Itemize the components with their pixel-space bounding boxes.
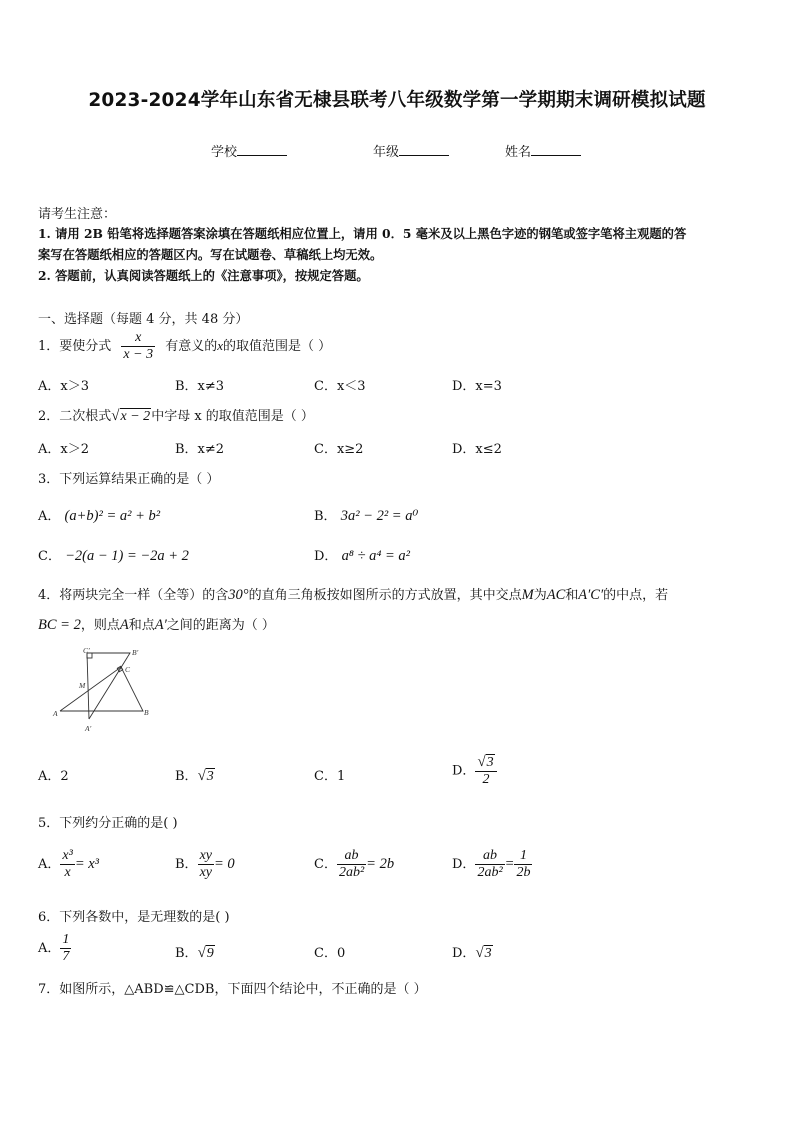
q1-fraction: $\frac{x}{x - 3}$ [123, 330, 154, 363]
name-field[interactable] [505, 141, 581, 160]
question-5: 5．下列约分正确的是( ) [38, 816, 178, 831]
q3-option-d[interactable]: D． a⁸ ÷ a⁴ = a² [314, 548, 410, 564]
q5-option-c[interactable]: C． $\frac{ab}{\text{2ab²}}$ = 2b [314, 848, 395, 881]
q6-option-a[interactable]: A． $\frac{1}{7}$ [38, 932, 70, 965]
q6-option-c[interactable]: C．0 [314, 946, 346, 961]
q1-option-c[interactable]: C．x＜3 [314, 379, 366, 394]
label-b: B [144, 708, 149, 717]
label-c1: C′ [83, 646, 90, 655]
notice-line-1b: 案写在答题纸相应的答题区内。写在试题卷、草稿纸上均无效。 [38, 247, 383, 262]
triangle-lower [60, 667, 143, 711]
section-heading: 一、选择题（每题 4 分，共 48 分） [38, 312, 249, 327]
q1-option-b[interactable]: B．x≠3 [175, 379, 225, 394]
q4-option-b[interactable]: B．√3 [175, 768, 214, 784]
school-field[interactable] [211, 141, 287, 160]
label-a2: A′ [85, 724, 92, 733]
q2-option-b[interactable]: B．x≠2 [175, 442, 225, 457]
notice-line-2: 2. 答题前，认真阅读答题纸上的《注意事项》，按规定答题。 [38, 268, 369, 283]
question-7: 7．如图所示，△ABD≌△CDB，下面四个结论中，不正确的是（ ） [38, 982, 427, 997]
q1-option-a[interactable]: A．x＞3 [38, 379, 89, 394]
name-blank[interactable] [531, 143, 581, 156]
triangle-upper [87, 653, 130, 719]
q6-option-d[interactable]: D．√3 [452, 945, 492, 961]
question-6: 6．下列各数中，是无理数的是( ) [38, 910, 230, 925]
question-1: 1．要使分式 $\frac{x}{x - 3}$ 有意义的x的取值范围是（ ） [38, 330, 332, 363]
q4-option-d[interactable]: D． $\frac{√3}{2}$ [452, 754, 497, 788]
label-b1: B′ [132, 648, 139, 657]
q5-option-a[interactable]: A． $\frac{\text{x³}}{x}$ = x³ [38, 848, 100, 881]
question-2: 2．二次根式√x − 2中字母 x 的取值范围是（ ） [38, 408, 314, 424]
q1-prefix: 1．要使分式 [38, 339, 112, 355]
q3-option-b[interactable]: B． 3a² − 2² = a⁰ [314, 508, 419, 524]
label-a: A [53, 709, 58, 718]
grade-blank[interactable] [399, 143, 449, 156]
notice-line-1a: 1. 请用 2B 铅笔将选择题答案涂填在答题纸相应位置上，请用 0．5 毫米及以上黑色字迹的钢笔或签字笔将主观题的答 [38, 226, 687, 241]
label-c: C [125, 665, 131, 674]
q2-sqrt: √x − 2 [111, 408, 151, 424]
q1-option-d[interactable]: D．x=3 [452, 379, 502, 394]
q2-option-a[interactable]: A．x＞2 [38, 442, 89, 457]
q2-option-c[interactable]: C．x≥2 [314, 442, 364, 457]
school-label: 学校 [211, 145, 238, 160]
name-label: 姓名 [505, 145, 532, 160]
school-blank[interactable] [237, 143, 287, 156]
page-title: 2023-2024学年山东省无棣县联考八年级数学第一学期期末调研模拟试题 [88, 90, 706, 111]
q4-option-c[interactable]: C．1 [314, 769, 346, 784]
question-4-line-2: BC = 2，则点A和点A′之间的距离为（ ） [38, 617, 275, 633]
grade-label: 年级 [373, 145, 400, 160]
question-4-line-1: 4．将两块完全一样（全等）的含30°的直角三角板按如图所示的方式放置，其中交点M为AC和A′C′的中点，若 [38, 587, 669, 603]
q4-option-a[interactable]: A．2 [38, 769, 69, 784]
grade-field[interactable] [373, 141, 449, 160]
q3-option-a[interactable]: A． (a+b)² = a² + b² [38, 508, 161, 524]
q4-triangle-figure [48, 645, 158, 737]
q5-option-b[interactable]: B． $\frac{xy}{xy}$ = 0 [175, 848, 235, 881]
q5-option-d[interactable]: D． $\frac{ab}{\text{2ab²}}$ = $\frac{1}{2b}$ [452, 848, 531, 881]
q3-option-c[interactable]: C． −2(a − 1) = −2a + 2 [38, 548, 189, 564]
label-m: M [79, 681, 86, 690]
question-3: 3．下列运算结果正确的是（ ） [38, 472, 220, 487]
q6-option-b[interactable]: B．√9 [175, 945, 214, 961]
notice-heading: 请考生注意： [38, 207, 117, 222]
q2-option-d[interactable]: D．x≤2 [452, 442, 502, 457]
